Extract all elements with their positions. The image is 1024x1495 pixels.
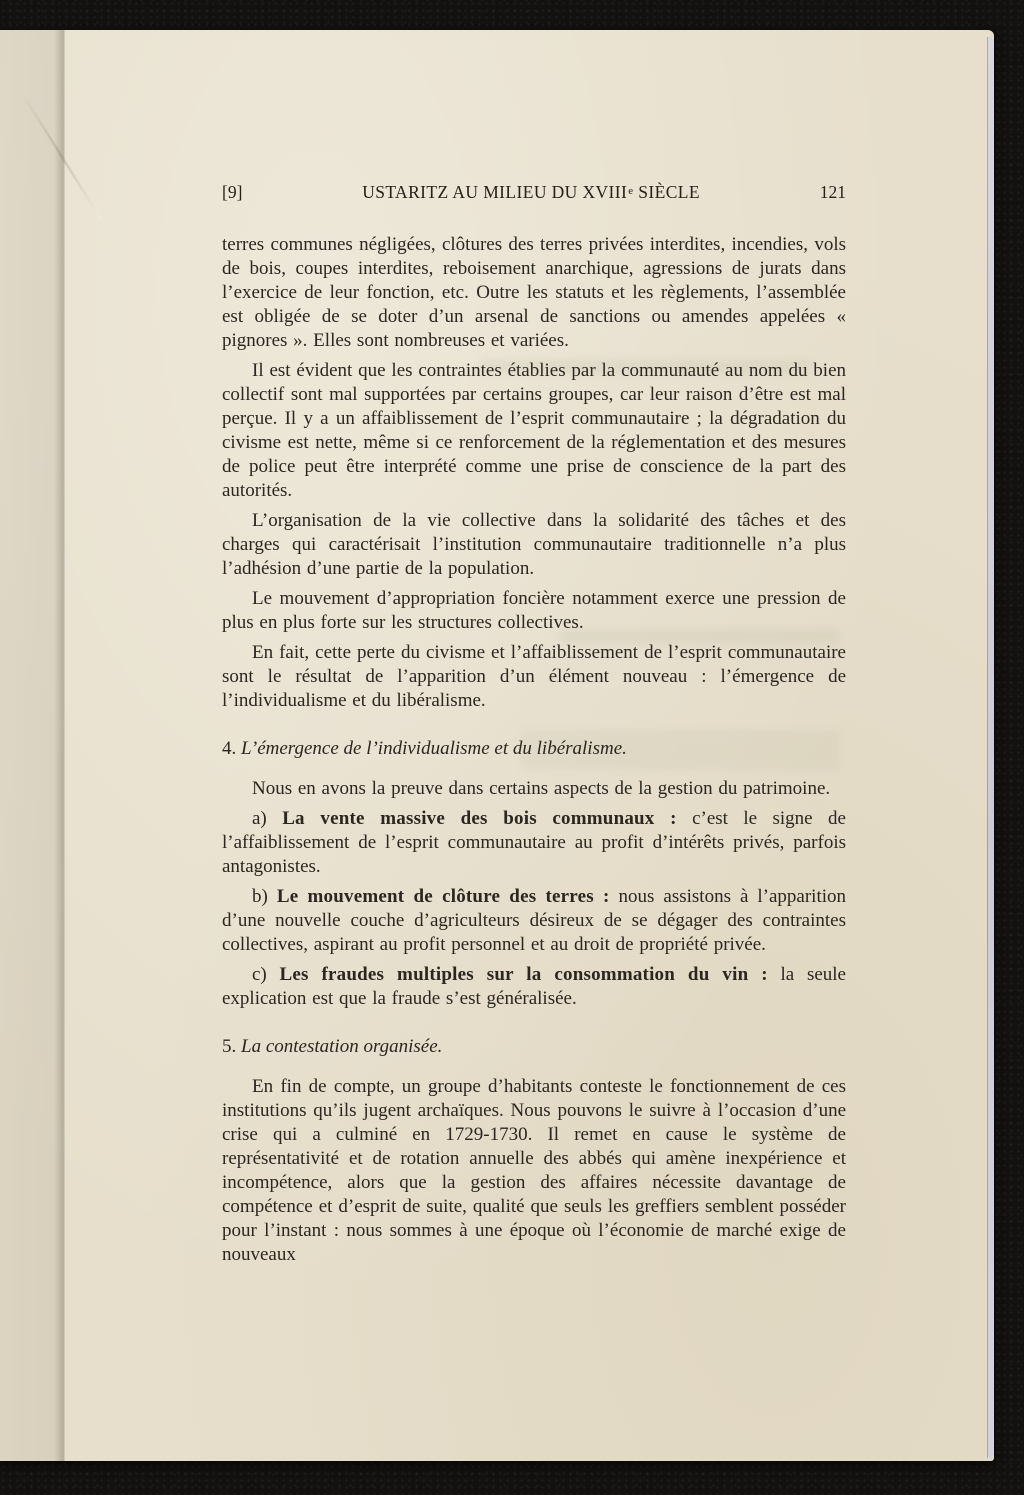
- section-number: 4.: [222, 738, 237, 759]
- paragraph: En fait, cette perte du civisme et l’affaiblissement de l’esprit communautaire sont le résultat de l’apparition d’un élément nouveau : l’émergence de l’individualisme et du libéralisme.: [222, 642, 846, 711]
- page-fold-crease: [0, 30, 66, 1461]
- section-number: 5.: [222, 1036, 237, 1057]
- item-label: a): [252, 808, 283, 829]
- item-text: nous assistons à l’apparition d’une nouvelle couche d’agriculteurs désireux de se dégager des contraintes collectives, aspirant au profit personnel et au droit de propriété privée.: [222, 886, 847, 955]
- item-bold-lead: Les fraudes multiples sur la consommation du vin :: [279, 964, 768, 985]
- paragraph: En fin de compte, un groupe d’habitants conteste le fonctionnement de ces institutions qu’ils jugent archaïques. Nous pouvons le suivre à l’occasion d’une crise qui a culminé en 1729-1730. Il remet en cause le système de représentativité et de rotation annuelle des abbés qui amène inexpérience et incompétence, alors que la gestion des affaires nécessite davantage de compétence et d’esprit de suite, qualité que seuls les greffiers semblent posséder pour l’instant : nous sommes à une époque où l’économie de marché exige de nouveaux: [222, 1076, 846, 1265]
- running-title-main: USTARITZ AU MILIEU DU XVIII: [362, 182, 628, 202]
- running-title-tail: SIÈCLE: [633, 182, 700, 202]
- running-title-superscript: e: [628, 184, 634, 197]
- section-title: La contestation organisée.: [241, 1036, 443, 1057]
- section-heading-4: [222, 737, 846, 761]
- item-bold-lead: Le mouvement de clôture des terres :: [276, 886, 610, 907]
- page-number: 121: [819, 182, 846, 202]
- item-label: b): [252, 886, 277, 907]
- page-header: [222, 182, 846, 203]
- running-title: [362, 182, 700, 203]
- page-stack-edge: [987, 37, 994, 1458]
- paragraph: Il est évident que les contraintes établies par la communauté au nom du bien collectif sont mal supportées par certains groupes, car leur raison d’être est mal perçue. Il y a un affaiblissement de l’esprit communautaire ; la dégradation du civisme est nette, même si ce renforcement de la réglementation et des mesures de police peut être interprété comme une prise de conscience de la part des autorités.: [222, 360, 846, 501]
- article-index-bracket: [9]: [222, 182, 243, 202]
- item-text: la seule explication est que la fraude s’est généralisée.: [222, 964, 846, 1009]
- section-title: L’émergence de l’individualisme et du libéralisme.: [241, 738, 627, 759]
- page-content: [222, 182, 846, 1273]
- item-bold-lead: La vente massive des bois communaux :: [282, 808, 677, 829]
- list-item-c: [222, 963, 846, 1011]
- item-label: c): [252, 964, 280, 985]
- list-item-b: [222, 885, 846, 957]
- list-item-a: [222, 807, 846, 879]
- paragraph: Nous en avons la preuve dans certains aspects de la gestion du patrimoine.: [252, 778, 831, 799]
- paragraph: L’organisation de la vie collective dans la solidarité des tâches et des charges qui caractérisait l’institution communautaire traditionnelle n’a plus l’adhésion d’une partie de la population.: [222, 510, 846, 579]
- paragraph-continuation: terres communes négligées, clôtures des terres privées interdites, incendies, vols de bois, coupes interdites, reboisement anarchique, agressions de jurats dans l’exercice de leur fonction, etc. Outre les statuts et les règlements, l’assemblée est obligée de se doter d’un arsenal de sanctions ou amendes appelées « pignores ». Elles sont nombreuses et variées.: [222, 234, 846, 351]
- book-page: [0, 30, 994, 1461]
- section-heading-5: [222, 1035, 846, 1059]
- item-text: c’est le signe de l’affaiblissement de l’esprit communautaire au profit d’intérêts privés, parfois antagonistes.: [222, 808, 846, 877]
- paragraph: Le mouvement d’appropriation foncière notamment exerce une pression de plus en plus forte sur les structures collectives.: [222, 588, 846, 633]
